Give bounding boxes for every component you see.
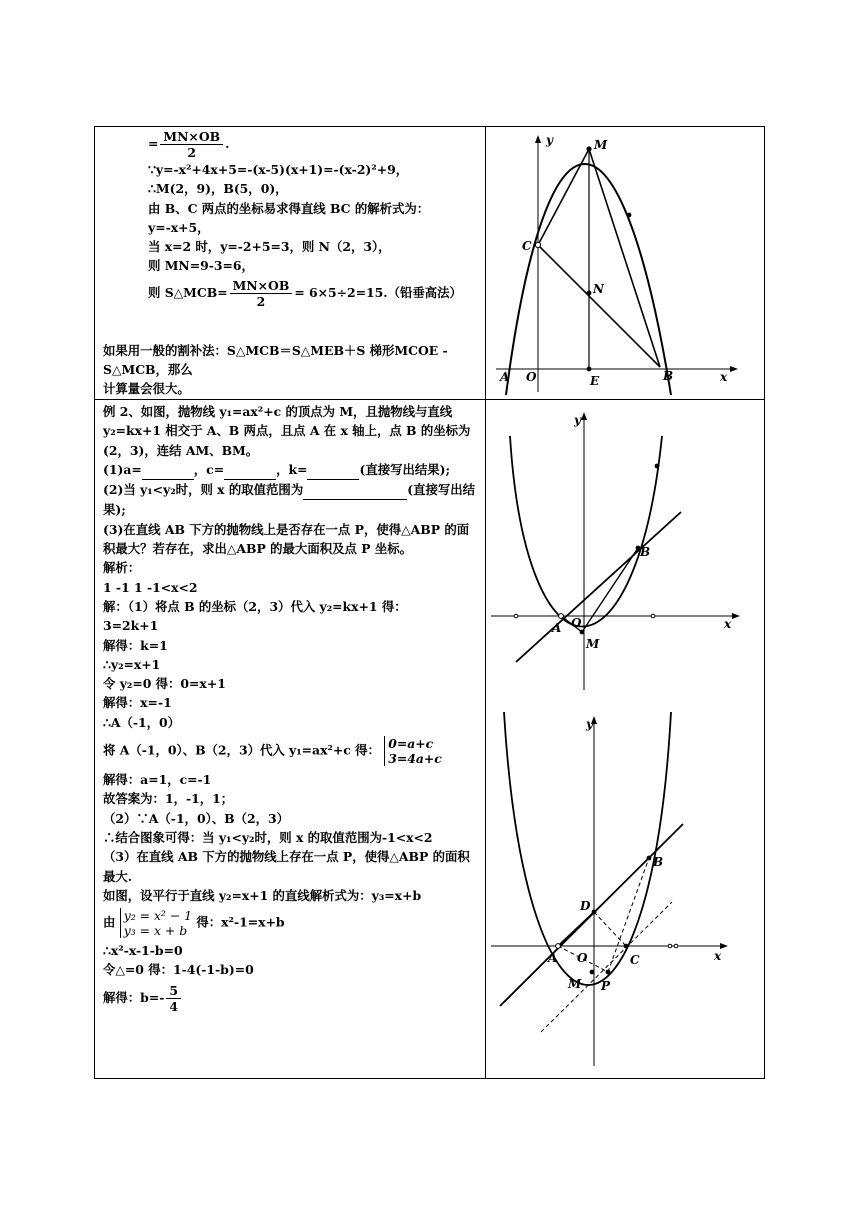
tick-point [514, 614, 518, 618]
segment-cb [538, 245, 660, 367]
solution-line: ∴x²-x-1-b=0 [103, 943, 183, 959]
period: . [225, 136, 230, 151]
fraction-denominator: 2 [256, 293, 266, 309]
y-axis-arrow-icon [581, 412, 587, 420]
figure-3-parabola-tangent [486, 706, 764, 1074]
text-line: y=-x+5， [148, 219, 210, 235]
label-b: B [640, 545, 651, 559]
answer-blank-c [224, 460, 276, 480]
tick-point [651, 614, 655, 618]
point-a [556, 944, 561, 949]
substitution-text: 将 A（-1，0）、B（2，3）代入 y₁=ax²+c 得： [103, 742, 380, 758]
label-e: E [590, 374, 600, 388]
top-right-cell [486, 127, 765, 400]
point-c [624, 944, 629, 949]
x-axis-arrow-icon [730, 366, 738, 372]
question-1 [103, 460, 479, 480]
label-x: x [714, 949, 722, 963]
fraction-denominator: 4 [169, 998, 178, 1014]
b-label: 解得：b=- [103, 989, 165, 1005]
point-e [587, 367, 592, 372]
system-result: 得：x²-1=x+b [196, 914, 285, 930]
label-b: B [653, 855, 664, 869]
area-label: 则 S△MCB= [148, 284, 228, 300]
tick-point [674, 944, 678, 948]
fraction-numerator: 5 [166, 983, 181, 999]
label-o: O [577, 951, 588, 965]
label-o: O [526, 370, 537, 384]
question-2 [103, 480, 479, 520]
fraction-line [103, 129, 479, 160]
solution-line: 如图，设平行于直线 y₂=x+1 的直线解析式为：y₃=x+b [103, 887, 422, 903]
label-x: x [724, 617, 732, 631]
solution-line: 解得：k=1 [103, 637, 168, 653]
fraction-denominator: 2 [187, 145, 197, 160]
answer-blank-k [307, 460, 359, 480]
area-formula-line [103, 278, 479, 309]
solution-heading: 解析： [103, 560, 141, 576]
system-eq-y3: y₃ = x + b [123, 923, 188, 939]
system-eq-1: 0=a+c [388, 736, 434, 752]
fraction-mn-ob-2 [230, 278, 293, 309]
point-a [559, 614, 564, 619]
q1-c-label: ，c= [193, 461, 225, 477]
point-on-curve [655, 464, 660, 469]
segment-mb [589, 149, 660, 367]
point-m [580, 630, 585, 635]
system-line-2 [103, 908, 479, 938]
label-y: y [586, 717, 593, 731]
segment-ad [558, 912, 594, 946]
fraction-numerator: MN×OB [160, 129, 223, 145]
document-table [94, 126, 764, 1068]
example-problem: 例 2、如图，抛物线 y₁=ax²+c 的顶点为 M，且抛物线与直线 y₂=kx+1 相交于 A、B 两点，且点 A 在 x 轴上，点 B 的坐标为(2，3)，连结 AM、BM。 [103, 404, 471, 458]
solution-b-line [103, 983, 479, 1014]
x-axis-arrow-icon [732, 613, 740, 619]
segment-mb [582, 548, 638, 632]
figure-1-parabola [486, 127, 764, 395]
solution-line: ∴y₂=x+1 [103, 656, 161, 672]
equation-system-2 [120, 908, 192, 938]
note-line: 计算量会很大。 [103, 381, 190, 397]
solution-line: 故答案为：1，-1，1； [103, 791, 234, 807]
fraction-5-4 [166, 983, 181, 1014]
q1-a-label: (1)a= [103, 461, 142, 477]
point-b [647, 856, 652, 861]
segment-dc [594, 912, 626, 946]
text-line: ∴M(2，9)，B(5，0)， [148, 181, 288, 197]
label-a: A [548, 951, 558, 965]
label-d: D [580, 899, 591, 913]
text-line: 当 x=2 时，y=-2+5=3，则 N（2，3）， [148, 239, 391, 255]
solution-line: ∴A（-1，0） [103, 714, 181, 730]
tick-point [668, 944, 672, 948]
note-line: 如果用一般的割补法：S△MCB＝S△MEB＋S 梯形MCOE - S△MCB，那么 [103, 342, 448, 378]
solution-line: 解得：a=1，c=-1 [103, 772, 212, 788]
solution-answers: 1 -1 1 -1<x<2 [103, 579, 198, 595]
text-line: 由 B、C 两点的坐标易求得直线 BC 的解析式为： [148, 200, 430, 216]
system-prefix: 由 [103, 914, 116, 930]
solution-line: 令 y₂=0 得：0=x+1 [103, 676, 226, 692]
equals-sign: = [148, 136, 159, 151]
equation-system [384, 736, 442, 766]
text-line: 则 MN=9-3=6， [148, 258, 254, 274]
solution-line: 解：（1）将点 B 的坐标（2，3）代入 y₂=kx+1 得： [103, 598, 407, 614]
bottom-left-cell [95, 400, 486, 1079]
label-x: x [720, 370, 728, 384]
x-axis-arrow-icon [720, 943, 728, 949]
solution-line: 3=2k+1 [103, 618, 159, 634]
label-p: P [601, 979, 611, 993]
point-p [606, 970, 611, 975]
point-d [592, 910, 597, 915]
answer-blank-a [142, 460, 194, 480]
content-grid [94, 126, 765, 1079]
fraction-mn-ob [160, 129, 223, 160]
q2-text: (2)当 y₁<y₂时，则 x 的取值范围为 [103, 482, 304, 498]
q1-note: (直接写出结果); [359, 461, 451, 477]
point-n [587, 291, 592, 296]
label-c: C [522, 239, 532, 253]
label-a: A [552, 621, 562, 635]
solution-line: 解得：x=-1 [103, 695, 172, 711]
solution-line: ∴结合图象可得：当 y₁<y₂时，则 x 的取值范围为-1<x<2 [103, 829, 433, 845]
fraction-numerator: MN×OB [230, 278, 293, 294]
point-m [590, 970, 595, 975]
question-3: (3)在直线 AB 下方的抛物线上是否存在一点 P，使得△ABP 的面积最大？若存在，求出△ABP 的最大面积及点 P 坐标。 [103, 521, 470, 557]
point-m [586, 146, 591, 151]
system-eq-y2: y₂ = x² − 1 [123, 908, 193, 924]
bottom-right-cell [486, 400, 765, 1079]
point-on-curve [627, 213, 632, 218]
segment-cm [538, 149, 589, 245]
label-m: M [594, 138, 608, 152]
label-o: O [571, 616, 582, 630]
solution-line: 令△=0 得：1-4(-1-b)=0 [103, 962, 254, 978]
system-substitution-line [103, 736, 479, 766]
point-c [535, 242, 540, 247]
label-c: C [630, 953, 640, 967]
q1-k-label: ，k= [276, 461, 308, 477]
text-line: ∵y=-x²+4x+5=-(x-5)(x+1)=-(x-2)²+9， [148, 162, 409, 177]
solution-line: （2）∵A（-1，0）、B（2，3） [103, 810, 290, 826]
parabola-curve [504, 712, 671, 985]
area-result: = 6×5÷2=15.（铅垂高法） [294, 284, 462, 300]
answer-blank-range [303, 480, 407, 500]
label-a: A [500, 370, 510, 384]
label-m: M [586, 637, 600, 651]
y-axis-arrow-icon [535, 135, 541, 143]
system-eq-2: 3=4a+c [388, 751, 442, 767]
label-n: N [593, 282, 604, 296]
solution-line: （3）在直线 AB 下方的抛物线上存在一点 P，使得△ABP 的面积最大. [103, 849, 470, 884]
segment-pb [608, 858, 649, 972]
label-m: M [568, 977, 582, 991]
label-y: y [546, 133, 553, 147]
label-y: y [574, 413, 581, 427]
top-left-cell [95, 127, 486, 400]
q2-note: (直接写出结果); [103, 482, 476, 518]
figure-2-parabola-line [486, 400, 764, 700]
label-b: B [663, 369, 674, 383]
